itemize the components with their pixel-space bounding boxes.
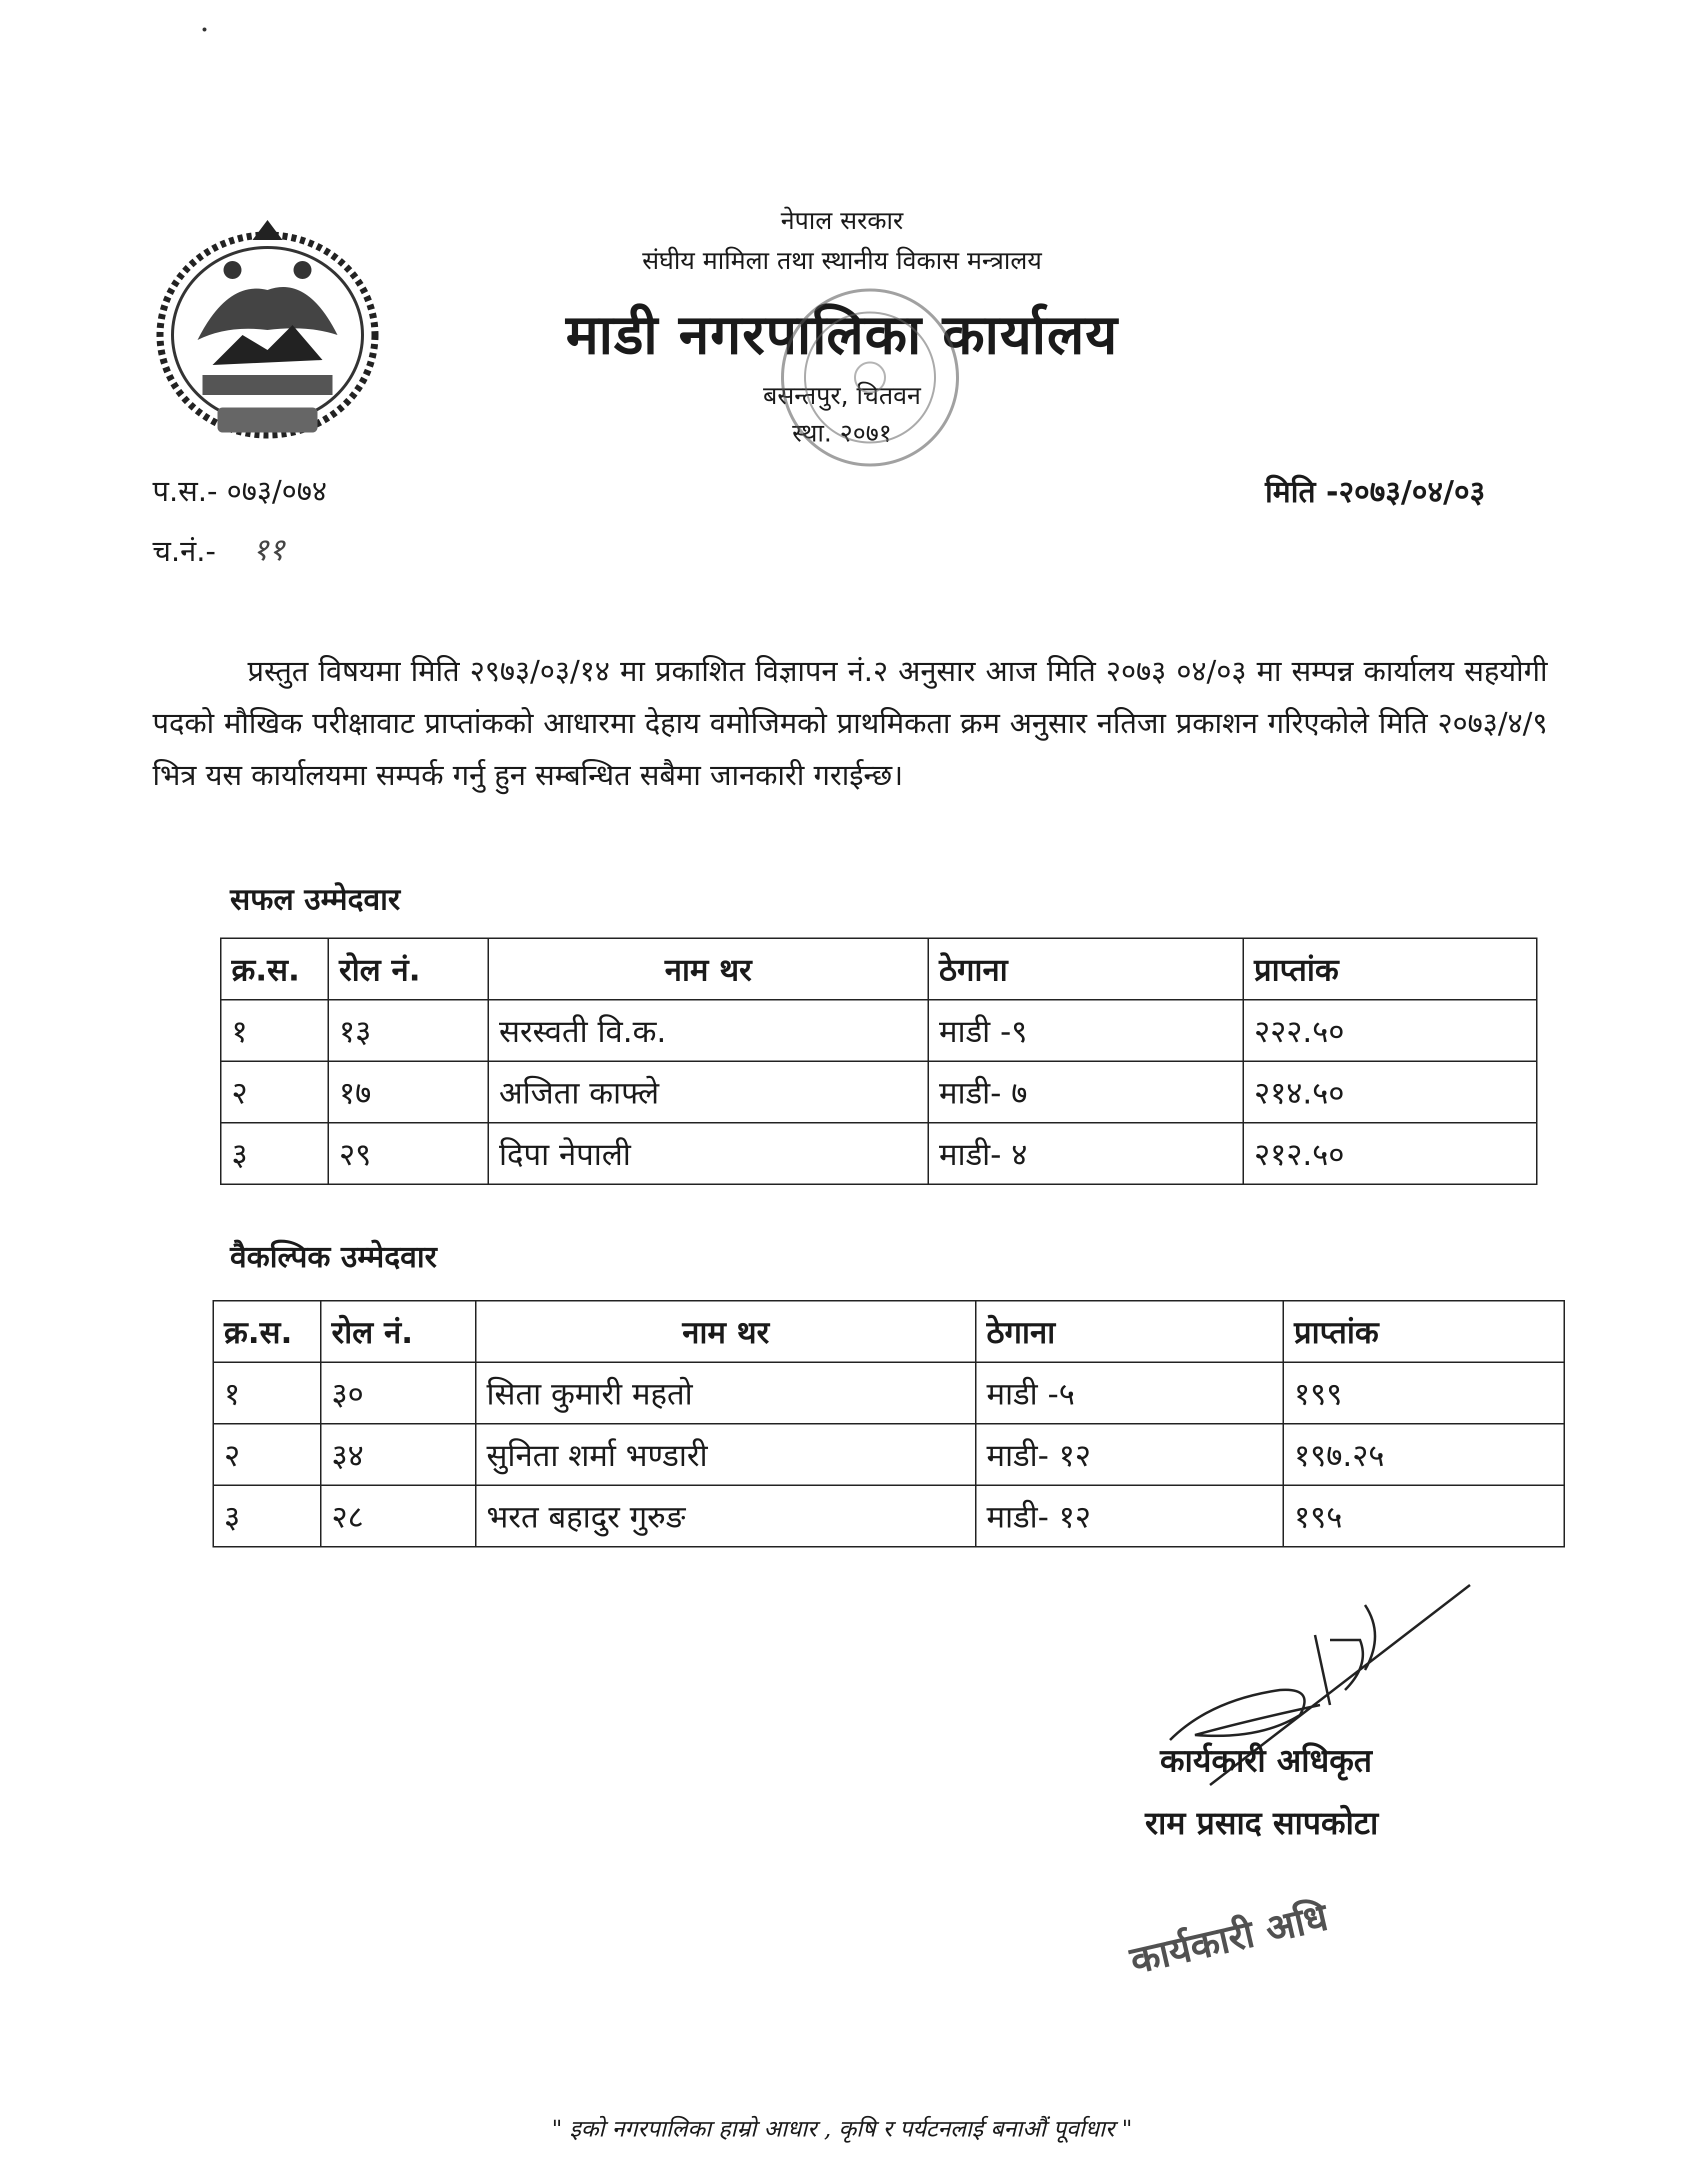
cell-roll: १७	[328, 1062, 488, 1123]
cell-sn: १	[214, 1362, 321, 1424]
office-title: माडी नगरपालिका कार्यालय	[566, 302, 1118, 366]
col-score: प्राप्तांक	[1284, 1301, 1564, 1362]
cell-sn: ३	[221, 1123, 328, 1184]
cell-roll: २८	[321, 1486, 476, 1547]
table-row	[221, 1062, 1537, 1123]
office-location: बसन्तपुर, चितवन	[763, 381, 921, 410]
table-header-row	[214, 1301, 1564, 1362]
table-row	[214, 1362, 1564, 1424]
cell-roll: ३०	[321, 1362, 476, 1424]
cell-name: अजिता काफ्ले	[488, 1062, 928, 1123]
cell-name: सुनिता शर्मा भण्डारी	[476, 1424, 976, 1486]
table-row	[221, 1123, 1537, 1184]
cell-address: माडी- ४	[928, 1123, 1244, 1184]
cell-sn: ३	[214, 1486, 321, 1547]
cell-address: माडी- १२	[976, 1424, 1284, 1486]
cell-roll: २९	[328, 1123, 488, 1184]
cell-sn: १	[221, 1000, 328, 1062]
cell-address: माडी -५	[976, 1362, 1284, 1424]
col-roll: रोल नं.	[321, 1301, 476, 1362]
rubber-stamp-text: कार्यकारी अधि	[1126, 1894, 1332, 1983]
successful-candidates-title: सफल उम्मेदवार	[230, 882, 400, 917]
footer-slogan: " इको नगरपालिका हाम्रो आधार , कृषि र पर्यटनलाई बनाऔं पूर्वाधार "	[552, 2115, 1132, 2142]
notice-body-text: प्रस्तुत विषयमा मिति २९७३/०३/१४ मा प्रकाशित विज्ञापन नं.२ अनुसार आज मिति २०७३ ०४/०३ मा सम्पन्न कार्यालय सहयोगी पदको मौखिक परीक्षावाट प्राप्तांकको आधारमा देहाय वमोजिमको प्राथमिकता क्रम अनुसार नतिजा प्रकाशन गरिएकोले मिति २०७३/४/९ भित्र यस कार्यालयमा सम्पर्क गर्नु हुन सम्बन्धित सबैमा जानकारी गराईन्छ।	[152, 654, 1548, 792]
cell-name: सिता कुमारी महतो	[476, 1362, 976, 1424]
scan-speck	[202, 28, 206, 32]
col-score: प्राप्तांक	[1244, 938, 1537, 1000]
office-stamp-icon	[770, 260, 970, 495]
cell-sn: २	[214, 1424, 321, 1486]
col-sn: क्र.स.	[221, 938, 328, 1000]
cell-address: माडी -९	[928, 1000, 1244, 1062]
col-name: नाम थर	[488, 938, 928, 1000]
cell-score: २१४.५०	[1244, 1062, 1537, 1123]
dispatch-number-value: ११	[252, 531, 285, 568]
signatory-name: राम प्रसाद सापकोटा	[1145, 1805, 1378, 1842]
col-sn: क्र.स.	[214, 1301, 321, 1362]
cell-roll: १३	[328, 1000, 488, 1062]
cell-score: २२२.५०	[1244, 1000, 1537, 1062]
cell-score: १९५	[1284, 1486, 1564, 1547]
table-row	[214, 1424, 1564, 1486]
cell-name: दिपा नेपाली	[488, 1123, 928, 1184]
established-year: स्था. २०७१	[792, 418, 892, 448]
ministry-name: संघीय मामिला तथा स्थानीय विकास मन्त्रालय	[642, 246, 1042, 275]
cell-score: २१२.५०	[1244, 1123, 1537, 1184]
cell-score: १९७.२५	[1284, 1424, 1564, 1486]
table-row	[214, 1486, 1564, 1547]
cell-score: १९९	[1284, 1362, 1564, 1424]
cell-sn: २	[221, 1062, 328, 1123]
alternate-candidates-title: वैकल्पिक उम्मेदवार	[230, 1240, 437, 1274]
cell-address: माडी- ७	[928, 1062, 1244, 1123]
cell-name: भरत बहादुर गुरुङ	[476, 1486, 976, 1547]
letter-date: मिति -२०७३/०४/०३	[1265, 474, 1486, 510]
reference-number: प.स.- ०७३/०७४	[152, 474, 327, 508]
col-roll: रोल नं.	[328, 938, 488, 1000]
alternate-candidates-table	[212, 1300, 1565, 1548]
government-name: नेपाल सरकार	[780, 206, 904, 235]
cell-name: सरस्वती वि.क.	[488, 1000, 928, 1062]
col-address: ठेगाना	[976, 1301, 1284, 1362]
col-name: नाम थर	[476, 1301, 976, 1362]
col-address: ठेगाना	[928, 938, 1244, 1000]
table-header-row	[221, 938, 1537, 1000]
signatory-title: कार्यकारी अधिकृत	[1160, 1742, 1372, 1780]
dispatch-number-label: च.नं.-	[152, 534, 216, 568]
cell-address: माडी- १२	[976, 1486, 1284, 1547]
table-row	[221, 1000, 1537, 1062]
cell-roll: ३४	[321, 1424, 476, 1486]
successful-candidates-table	[220, 938, 1538, 1185]
